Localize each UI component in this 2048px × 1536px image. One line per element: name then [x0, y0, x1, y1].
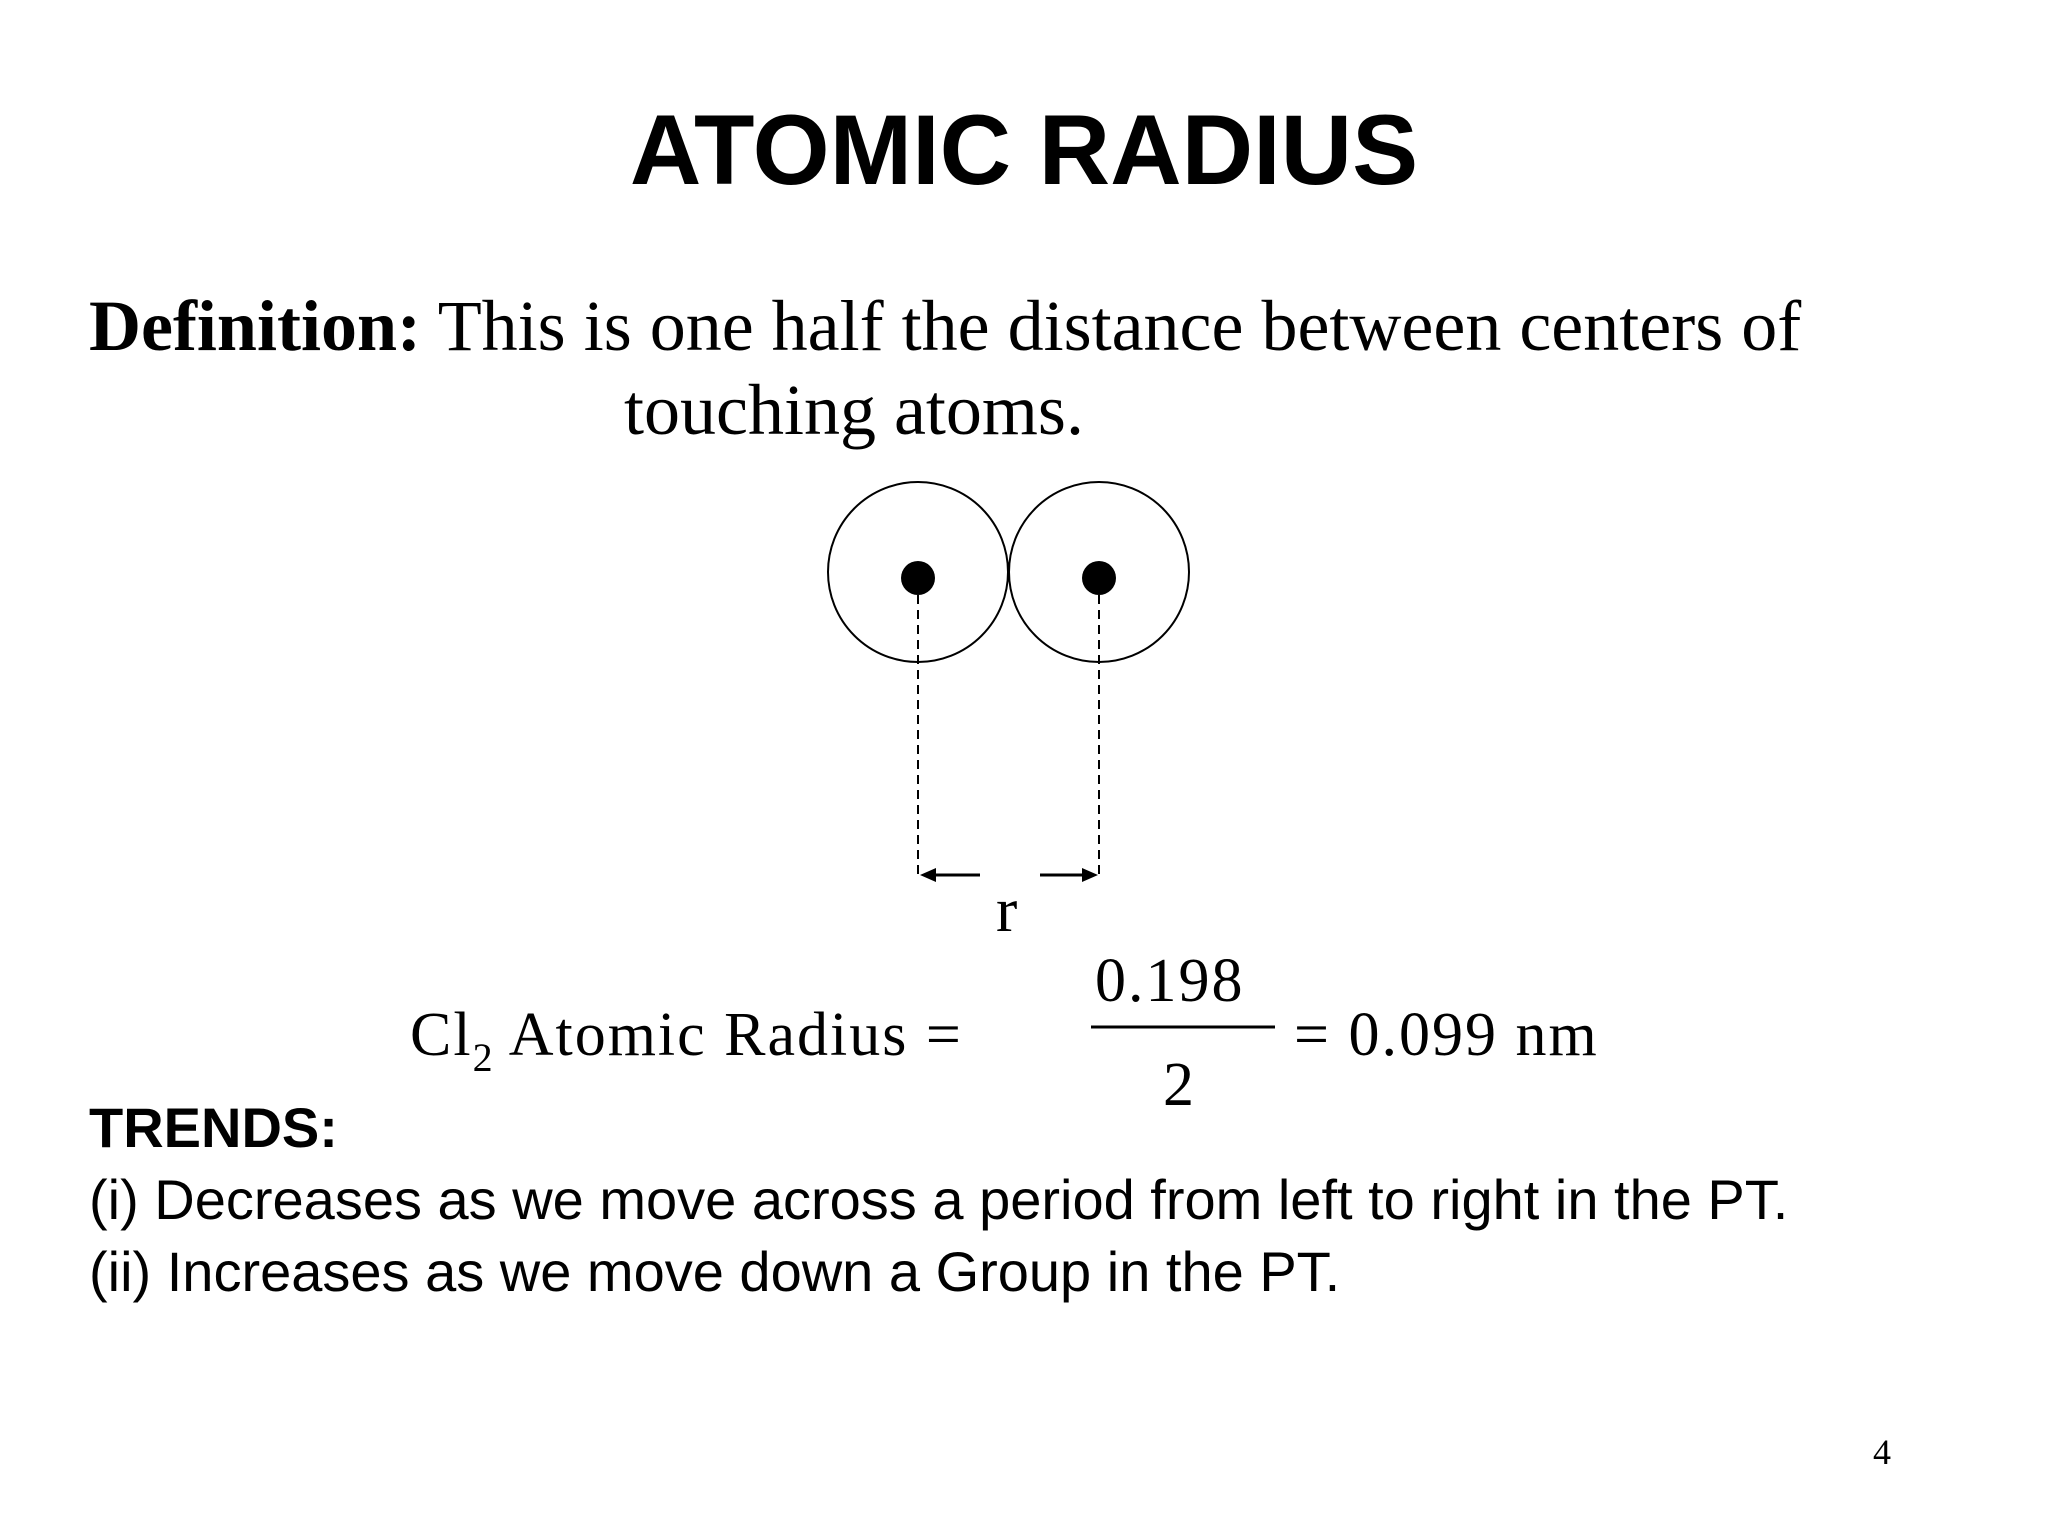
slide-title: ATOMIC RADIUS	[629, 94, 1419, 205]
arrow-right-icon	[1040, 868, 1098, 882]
trend-item-2: (ii) Increases as we move down a Group in the PT.	[89, 1240, 1341, 1303]
definition-text-line2: touching atoms.	[624, 370, 1084, 450]
formula-result: = 0.099 nm	[1294, 1001, 1599, 1069]
page-number: 4	[1873, 1432, 1891, 1472]
arrow-left-icon	[920, 868, 980, 882]
atom-right-nucleus	[1082, 561, 1116, 595]
atom-right	[1009, 482, 1189, 662]
radius-label: r	[996, 874, 1018, 945]
definition-text-line1: This is one half the distance between centers of	[437, 286, 1802, 366]
formula-denominator: 2	[1163, 1051, 1196, 1119]
atom-left	[828, 482, 1008, 662]
atom-left-circle	[828, 482, 1008, 662]
formula-molecule: Cl	[410, 1001, 473, 1069]
definition-label: Definition:	[89, 286, 421, 366]
atom-right-circle	[1009, 482, 1189, 662]
trends-section	[89, 1092, 1788, 1308]
atom-left-nucleus	[901, 561, 935, 595]
formula-lhs	[410, 1001, 963, 1080]
formula-subscript: 2	[472, 1035, 495, 1080]
formula-numerator: 0.198	[1095, 947, 1245, 1015]
trends-heading: TRENDS:	[89, 1096, 338, 1159]
formula-lhs-text: Atomic Radius =	[508, 1001, 963, 1069]
trend-item-1: (i) Decreases as we move across a period from left to right in the PT.	[89, 1168, 1789, 1231]
definition-paragraph	[89, 284, 1989, 452]
